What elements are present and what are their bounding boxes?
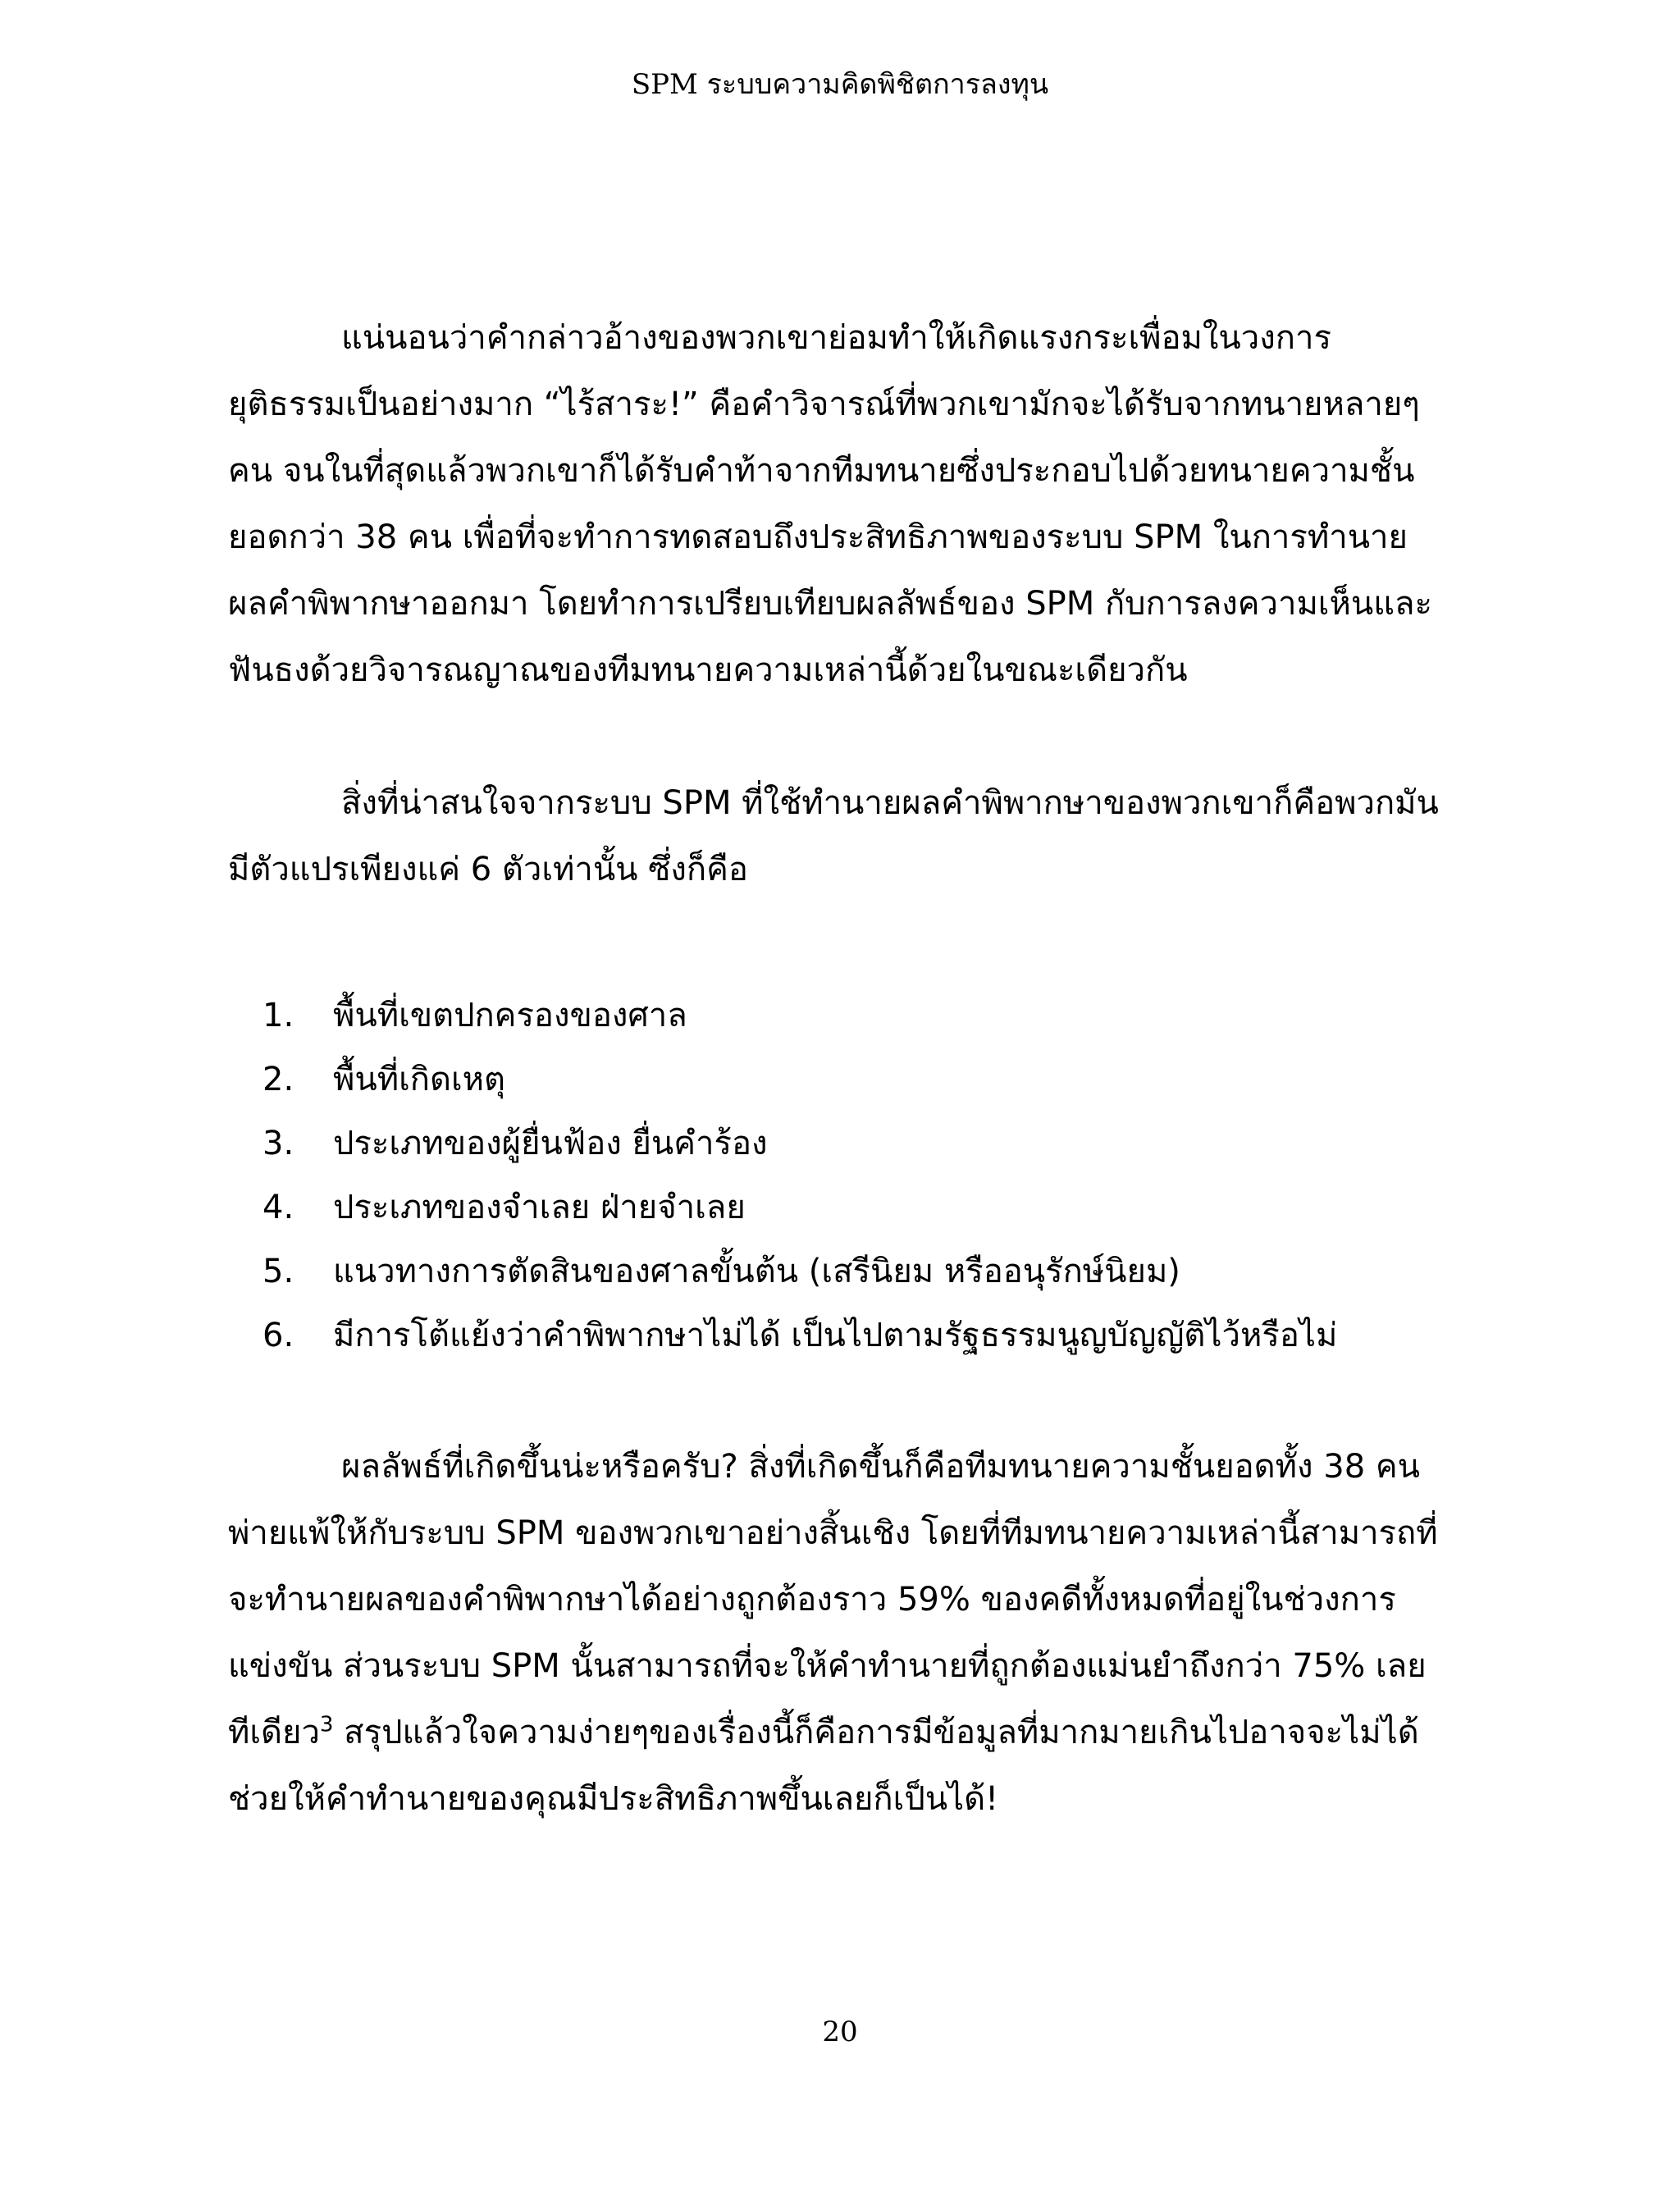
list-item-number: 2. (262, 1061, 294, 1098)
list-item-number: 1. (262, 997, 294, 1034)
list-item-text: พื้นที่เกิดเหตุ (333, 1061, 505, 1098)
paragraph-spm-variables-intro: สิ่งที่น่าสนใจจากระบบ SPM ที่ใช้ทำนายผลคำพิพากษาของพวกเขาก็คือพวกมันมีตัวแปรเพียงแค่ 6 ตัวเท่านั้น ซึ่งก็คือ (228, 784, 1439, 888)
list-item-number: 3. (262, 1125, 294, 1162)
page-number: 20 (822, 2016, 858, 2048)
page-body (228, 305, 1442, 1833)
list-item (228, 984, 1442, 1048)
paragraph-results (228, 1434, 1442, 1833)
running-header: SPM ระบบความคิดพิชิตการลงทุน (631, 68, 1049, 101)
list-item-text: ประเภทของผู้ยื่นฟ้อง ยื่นคำร้อง (333, 1125, 768, 1162)
list-item (228, 1304, 1442, 1367)
list-item-number: 4. (262, 1189, 294, 1226)
list-item (228, 1048, 1442, 1112)
results-conclusion-text: สรุปแล้วใจความง่ายๆของเรื่องนี้ก็คือการมีข้อมูลที่มากมายเกินไปอาจจะไม่ได้ช่วยให้คำทำนายของคุณมีประสิทธิภาพขึ้นเลยก็เป็นได้! (228, 1714, 1419, 1818)
list-item (228, 1240, 1442, 1304)
list-item-number: 5. (262, 1253, 294, 1290)
list-item-text: มีการโต้แย้งว่าคำพิพากษาไม่ได้ เป็นไปตามรัฐธรรมนูญบัญญัติไว้หรือไม่ (333, 1317, 1338, 1354)
results-text: ผลลัพธ์ที่เกิดขึ้นน่ะหรือครับ? สิ่งที่เกิดขึ้นก็คือทีมทนายความชั้นยอดทั้ง 38 คนพ่ายแพ้ให้กับระบบ SPM ของพวกเขาอย่างสิ้นเชิง โดยที่ทีมทนายความเหล่านี้สามารถที่จะทำนายผลของคำพิพากษาได้อย่างถูกต้องราว 59% ของคดีทั้งหมดที่อยู่ในช่วงการแข่งขัน ส่วนระบบ SPM นั้นสามารถที่จะให้คำทำนายที่ถูกต้องแม่นยำถึงกว่า 75% เลยทีเดียว (228, 1448, 1438, 1751)
list-item-text: ประเภทของจำเลย ฝ่ายจำเลย (333, 1189, 746, 1226)
list-item-text: พื้นที่เขตปกครองของศาล (333, 997, 687, 1034)
list-item (228, 1112, 1442, 1176)
list-item-number: 6. (262, 1317, 294, 1354)
footnote-marker[interactable]: 3 (319, 1712, 334, 1737)
paragraph-lawyers-challenge: แน่นอนว่าคำกล่าวอ้างของพวกเขาย่อมทำให้เกิดแรงกระเพื่อมในวงการยุติธรรมเป็นอย่างมาก “ไร้สาระ!” คือคำวิจารณ์ที่พวกเขามักจะได้รับจากทนายหลายๆคน จนในที่สุดแล้วพวกเขาก็ได้รับคำท้าจากทีมทนายซึ่งประกอบไปด้วยทนายความชั้นยอดกว่า 38 คน เพื่อที่จะทำการทดสอบถึงประสิทธิภาพของระบบ SPM ในการทำนายผลคำพิพากษาออกมา โดยทำการเปรียบเทียบผลลัพธ์ของ SPM กับการลงความเห็นและฟันธงด้วยวิจารณญาณของทีมทนายความเหล่านี้ด้วยในขณะเดียวกัน (228, 319, 1432, 689)
list-item (228, 1176, 1442, 1240)
variables-list (228, 984, 1442, 1367)
list-item-text: แนวทางการตัดสินของศาลขั้นต้น (เสรีนิยม หรืออนุรักษ์นิยม) (333, 1253, 1180, 1290)
